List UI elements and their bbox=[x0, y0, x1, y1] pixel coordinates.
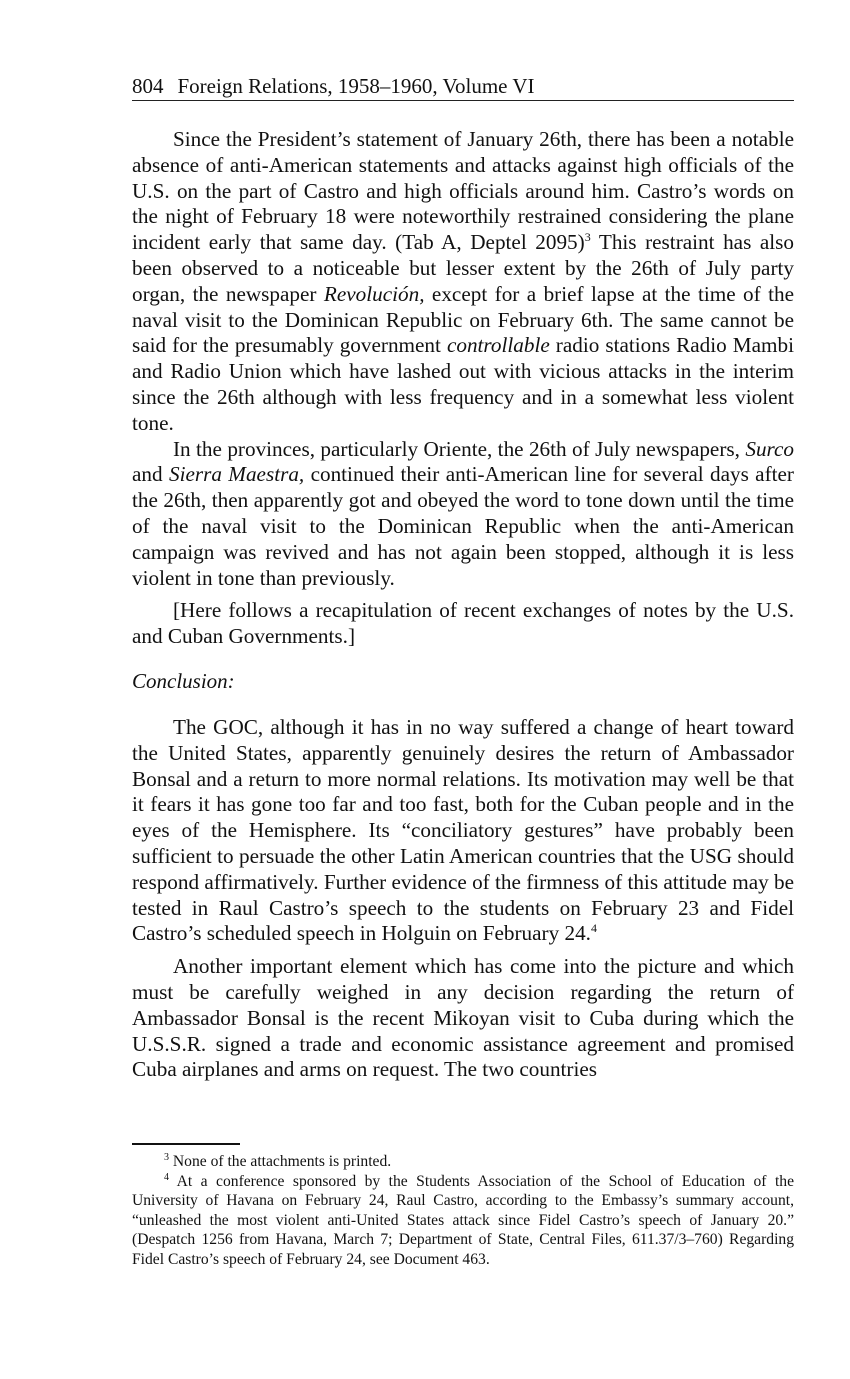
footnote-separator bbox=[132, 1143, 240, 1145]
paragraph-5: Another important element which has come into the picture and which must be carefully weighed in any decision regarding the return of Ambassador Bonsal is the recent Mikoyan visit to Cuba during which the U.S.S.R. signed a trade and economic assistance agreement and promised Cuba airplanes and arms on request. The two countries bbox=[132, 954, 794, 1082]
paragraph-4: The GOC, although it has in no way suffered a change of heart toward the United States, apparently genuinely desires the return of Ambassador Bonsal and a return to more normal relations. Its motivation may well be that it fears it has gone too far and too fast, both for the Cuban people and in the eyes of the Hemisphere. Its “conciliatory gestures” have probably been sufficient to persuade the other Latin American countries that the USG should respond affirmatively. Further evidence of the firmness of this attitude may be tested in Raul Castro’s speech to the students on February 23 and Fidel Castro’s scheduled speech in Holguin on February 24.$^4$ bbox=[132, 714, 794, 946]
editorial-note: [Here follows a recapitulation of recent exchanges of notes by the U.S. and Cuban Governments.] bbox=[132, 598, 794, 649]
newspaper-title: Sierra Maestra, bbox=[168, 462, 305, 487]
running-title: Foreign Relations, 1958–1960, Volume VI bbox=[177, 74, 535, 98]
newspaper-title: Revolución, bbox=[323, 281, 425, 306]
footnote-ref-4: 4 bbox=[590, 921, 597, 936]
footnotes bbox=[132, 1152, 794, 1269]
paragraph-2: In the provinces, particularly Oriente, the 26th of July newspapers, Surco and Sierra Maestra, continued their anti-American line for several days after the 26th, then apparently got and obeyed the word to tone down until the time of the naval visit to the Dominican Republic when the anti-American campaign was revived and has not again been stopped, although it is less violent in tone than previously. bbox=[132, 436, 794, 590]
running-header bbox=[132, 72, 794, 101]
emphasis-word: controllable bbox=[446, 333, 550, 358]
footnote: $^3$ None of the attachments is printed. bbox=[164, 1151, 392, 1170]
paragraph-1: Since the President’s statement of January 26th, there has been a notable absence of anti-American statements and attacks against high officials of the U.S. on the part of Castro and high officials around him. Castro’s words on the night of February 18 were noteworthily restrained considering the plane incident early that same day. (Tab A, Deptel 2095)$^3$ This restraint has also been observed to a noticeable but lesser extent by the 26th of July party organ, the newspaper Revolución, except for a brief lapse at the time of the naval visit to the Dominican Republic on February 6th. The same cannot be said for the presumably government controllable radio stations Radio Mambi and Radio Union which have lashed out with vicious attacks in the interim since the 26th although with less frequency and in a somewhat less violent tone. bbox=[132, 127, 795, 435]
page-number: 804 bbox=[132, 74, 164, 98]
document-page bbox=[132, 72, 794, 1083]
section-heading: Conclusion: bbox=[132, 668, 235, 693]
footnote: $^4$ At a conference sponsored by the Students Association of the School of Education of the University of Havana on February 24, Raul Castro, according to the Embassy’s summary account, “unleashed the most violent anti-United States attack since Fidel Castro’s speech of January 20.” (Despatch 1256 from Havana, March 7; Department of State, Central Files, 611.37/3–760) Regarding Fidel Castro’s speech of February 24, see Document 463. bbox=[132, 1171, 794, 1268]
body-text bbox=[132, 127, 794, 1083]
newspaper-title: Surco bbox=[745, 436, 794, 461]
footnote-ref-3: 3 bbox=[584, 230, 591, 245]
